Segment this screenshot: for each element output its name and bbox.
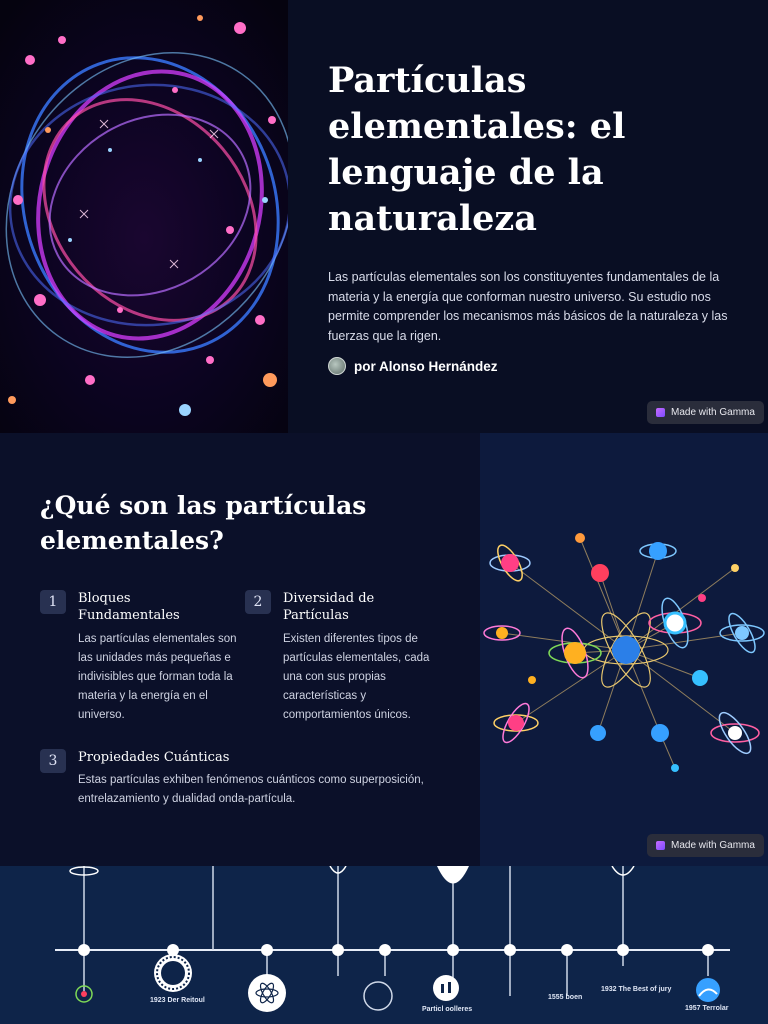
timeline-label: Particl oolleres (422, 1006, 473, 1013)
atoms-network-image (480, 433, 768, 866)
item-text: Estas partículas exhiben fenómenos cuánticos como superposición, entrelazamiento y dualidad onda-partícula. (78, 774, 424, 805)
slide-what-are-particles (0, 433, 768, 866)
item-title: Bloques Fundamentales (78, 591, 180, 623)
badge-label: Made with Gamma (671, 840, 755, 851)
section-title: ¿Qué son las partículas elementales? (40, 491, 367, 555)
gamma-logo-icon (656, 408, 665, 417)
item-number: 1 (40, 590, 66, 614)
particle-swirl-image (0, 0, 288, 433)
slide-title (0, 0, 768, 433)
timeline-label: 1555 boen (548, 994, 583, 1001)
item-number: 2 (245, 590, 271, 614)
item-number: 3 (40, 749, 66, 773)
intro-paragraph: Las partículas elementales son los constituyentes fundamentales de la materia y la energía que conforman nuestro universo. Su estudio nos permite comprender los mecanismos más básicos de la naturaleza y las fuerzas que la rigen. (328, 270, 728, 343)
slide-timeline (0, 866, 768, 1024)
gamma-logo-icon (656, 841, 665, 850)
page-title: Partículas elementales: el lenguaje de la naturaleza (328, 60, 626, 239)
timeline-label: 1923 Der Reitoul (150, 997, 205, 1004)
timeline-label: 1932 The Best of jury (601, 986, 672, 993)
author-name: por Alonso Hernández (354, 358, 498, 374)
item-title: Propiedades Cuánticas (78, 750, 230, 765)
item-text: Las partículas elementales son las unidades más pequeñas e indivisibles que forman toda la materia y la energía en el universo. (78, 633, 237, 721)
item-text: Existen diferentes tipos de partículas elementales, cada una con sus propias características y comportamientos únicos. (283, 633, 430, 721)
item-title: Diversidad de Partículas (283, 591, 375, 623)
author-byline (328, 357, 498, 375)
avatar (328, 357, 346, 375)
timeline-diagram (0, 866, 768, 1024)
made-with-gamma-button[interactable] (647, 834, 764, 857)
badge-label: Made with Gamma (671, 407, 755, 418)
timeline-label: 1957 Terrolar (685, 1005, 729, 1012)
made-with-gamma-button[interactable] (647, 401, 764, 424)
